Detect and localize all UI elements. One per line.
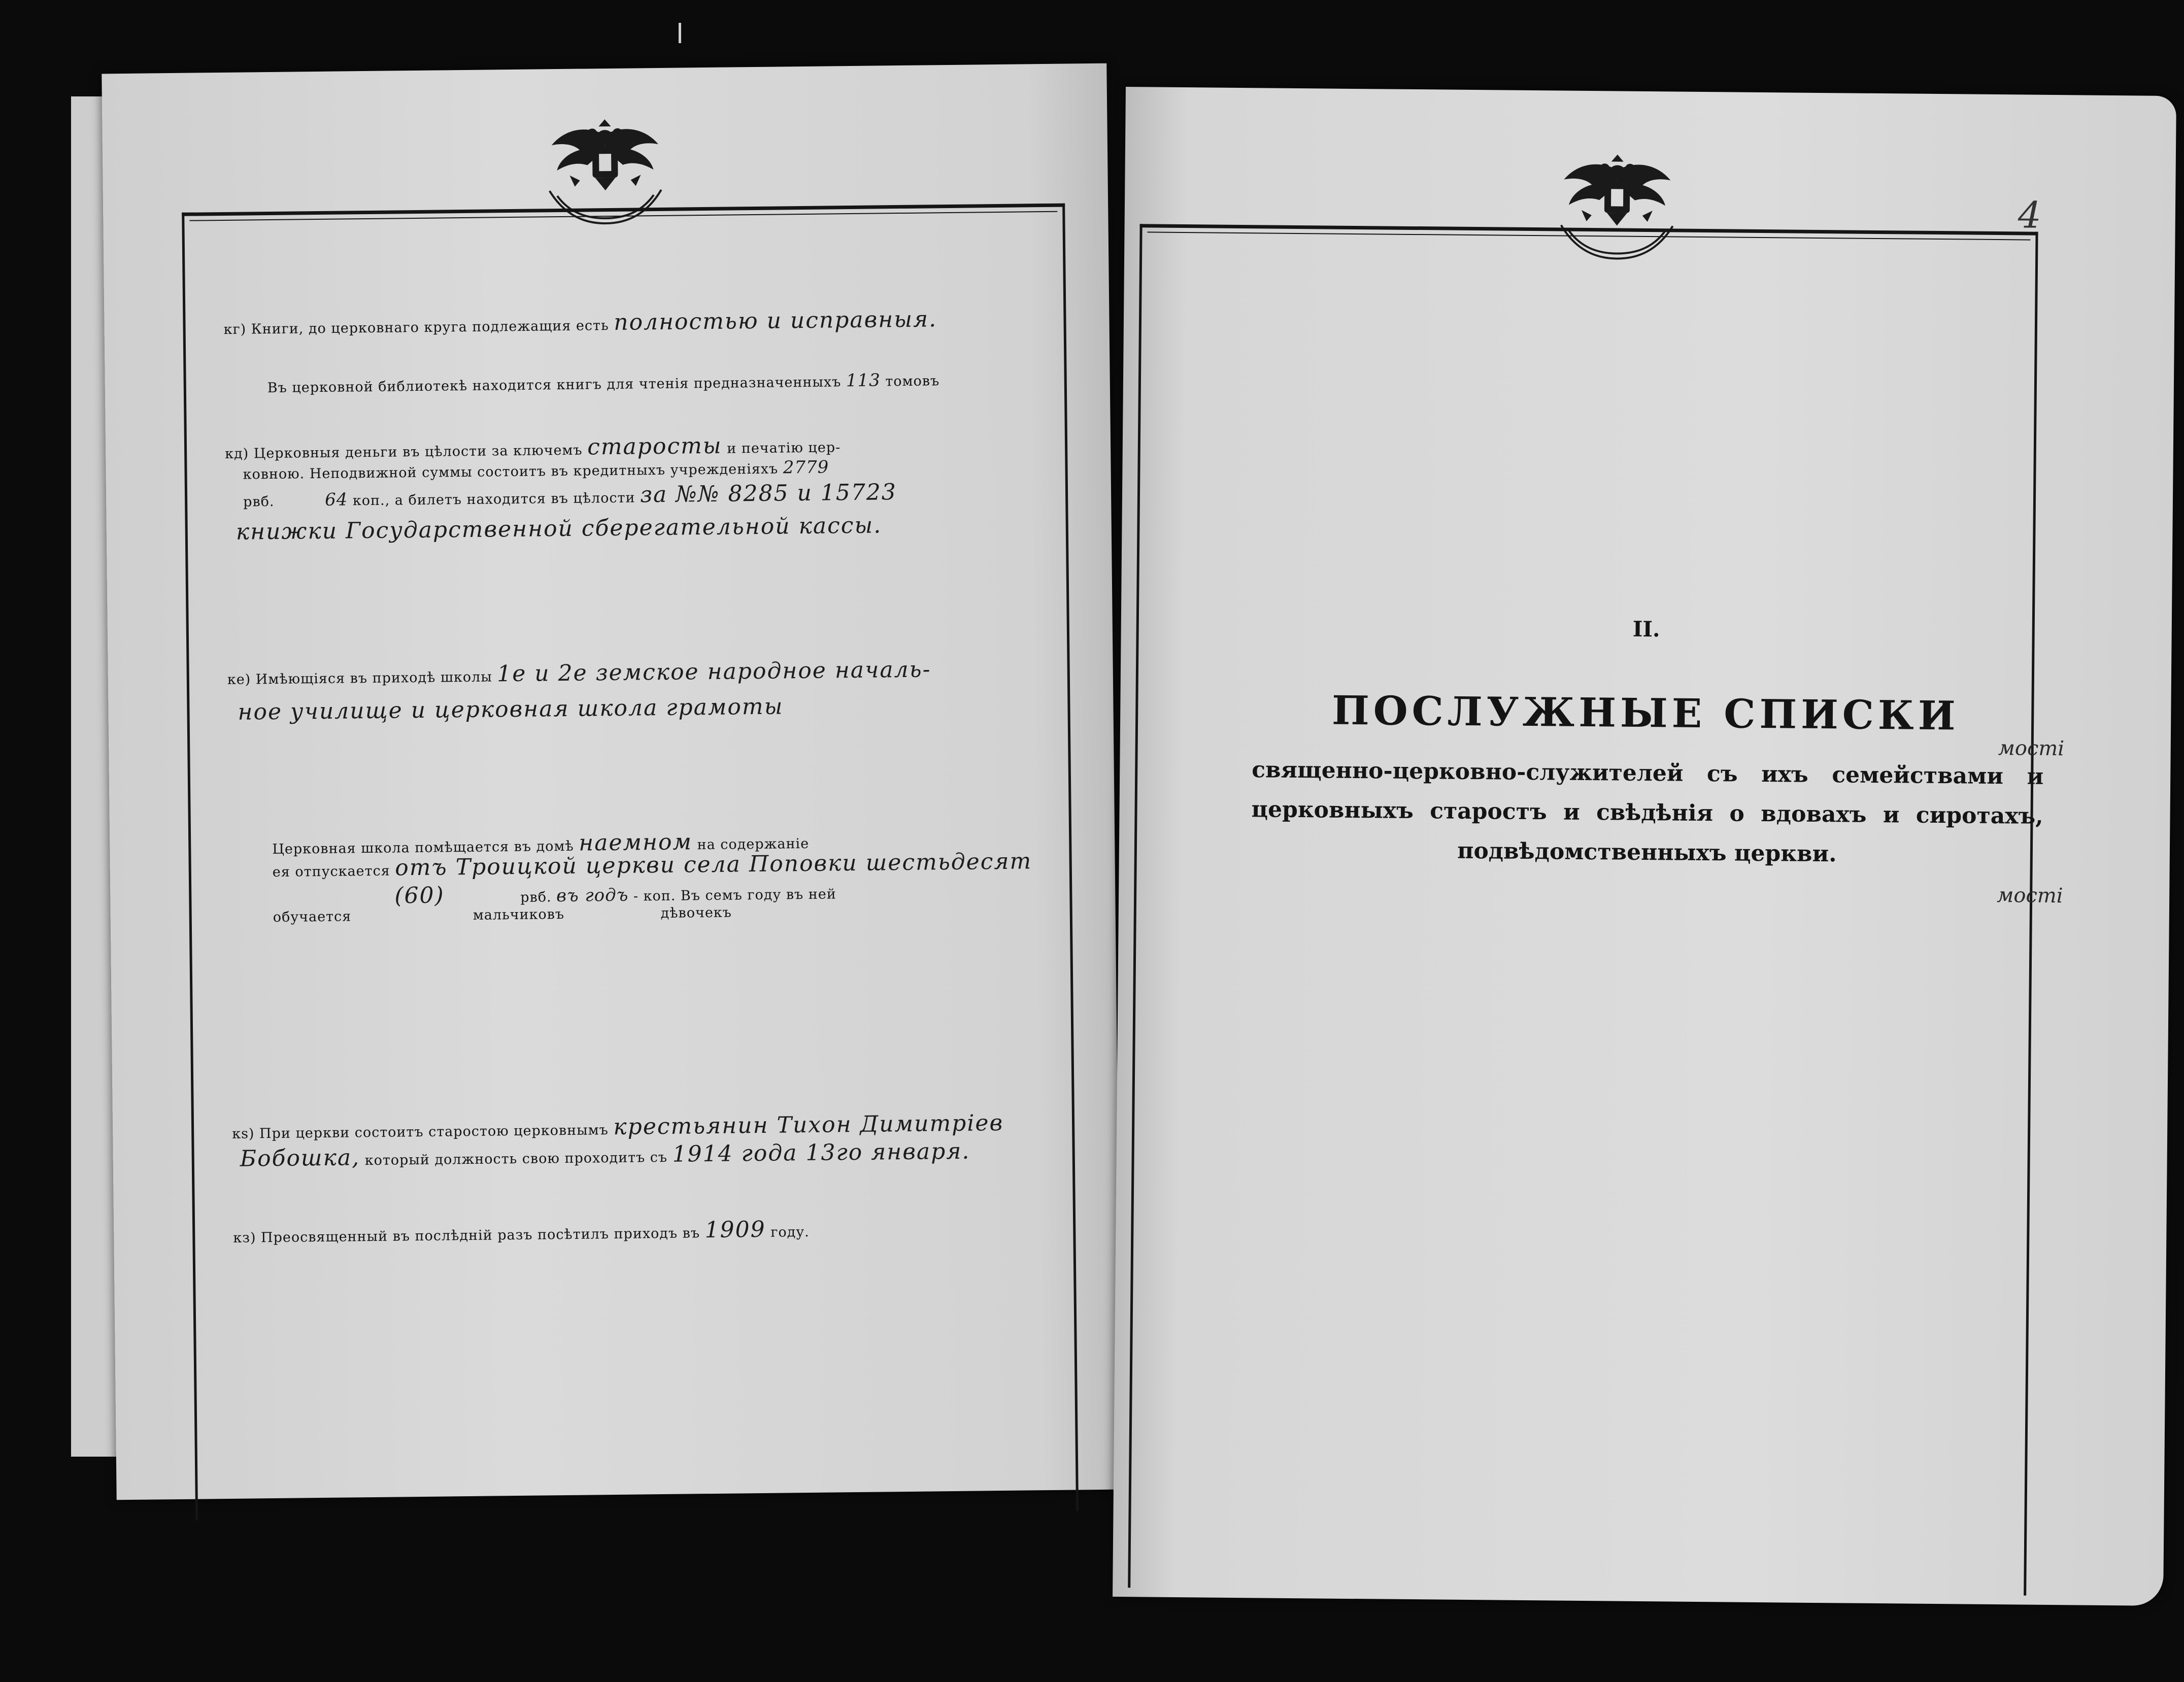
- item-kz3-suffix: году.: [770, 1224, 810, 1240]
- section-number: II.: [1632, 616, 1660, 642]
- item-kd-savings-book: книжки Государственной сберегательной кассы.: [236, 512, 882, 545]
- section-title: ПОСЛУЖНЫЕ СПИСКИ: [1331, 687, 1960, 739]
- item-kd-kop-value: 64: [324, 489, 348, 510]
- school-line3: [394, 878, 836, 909]
- item-kg-handwriting: полностью и исправныя.: [613, 306, 937, 335]
- margin-note-2: мості: [1996, 884, 2063, 908]
- school-text1: Церковная школа помѣщается въ домѣ: [272, 838, 574, 858]
- item-kd-ticket-numbers: за №№ 8285 и 15723: [640, 479, 897, 508]
- item-kz-date: 1914 года 13го января.: [672, 1138, 970, 1167]
- margin-note-1: мості: [1998, 736, 2065, 761]
- library-volumes-count: 113: [846, 370, 881, 391]
- section-subtitle: священно-церковно-служителей съ ихъ семействами и церковныхъ старостъ и свѣдѣнія о вдовахъ и сиротахъ, подвѣдомственныхъ церкви.: [1251, 757, 2044, 867]
- item-kz-elder-name: крестьянин Тихон Димитріев: [613, 1109, 1004, 1140]
- item-kz-text1: кѕ) При церкви состоитъ старостою церковнымъ: [232, 1122, 609, 1142]
- item-kd-suffix1: и печатію цер-: [727, 440, 841, 457]
- top-mark: [679, 23, 681, 43]
- school-rub: рвб.: [520, 889, 552, 905]
- item-kd-handwriting1: старосты: [587, 432, 722, 460]
- right-page-frame: [1128, 224, 2038, 1595]
- school-funding-handwriting: отъ Троицкой церкви села Поповки шестьдесят: [394, 848, 1032, 881]
- library-text: Въ церковной библиотекѣ находится книгъ для чтенія предназначенныхъ: [267, 374, 842, 396]
- school-text3: - коп. Въ семъ году въ ней: [633, 886, 836, 904]
- item-kz-elder-surname: Бобошка,: [240, 1145, 360, 1172]
- item-kz3-text: кз) Преосвященный въ послѣдній разъ посѣтилъ приходъ въ: [233, 1225, 700, 1246]
- item-kz3-year: 1909: [704, 1216, 766, 1243]
- school-boys: мальчиковъ: [473, 906, 565, 923]
- item-kd-rub: рвб.: [243, 493, 275, 510]
- school-students: обучается: [273, 909, 352, 926]
- left-page: [102, 63, 1121, 1500]
- school-per-year: въ годъ: [556, 885, 629, 906]
- school-girls: дѣвочекъ: [660, 904, 732, 922]
- school-amount: (60): [394, 882, 445, 909]
- right-page: [1113, 87, 2176, 1606]
- school-building-handwriting: наемном: [579, 829, 693, 856]
- item-ke-handwriting1: 1е и 2е земское народное началь-: [496, 656, 931, 687]
- item-kd-text2: ковною. Неподвижной суммы состоитъ въ кредитныхъ учрежденіяхъ: [243, 461, 779, 483]
- page-number: 4: [2018, 193, 2042, 237]
- school-suffix1: на содержаніе: [697, 835, 810, 853]
- item-kd-text1: кд) Церковныя деньги въ цѣлости за ключемъ: [225, 442, 583, 462]
- item-kd-text3: коп., а билетъ находится въ цѣлости: [352, 490, 635, 509]
- school-text2: ея отпускается: [272, 863, 390, 881]
- item-ke-handwriting2: ное училище и церковная школа грамоты: [238, 693, 784, 725]
- item-kz-text2: который должность свою проходитъ съ: [364, 1149, 668, 1169]
- item-ke-text: ке) Имѣющіяся въ приходѣ школы: [227, 669, 492, 688]
- item-kd-sum: 2779: [783, 457, 829, 478]
- library-suffix: томовъ: [885, 373, 940, 390]
- item-kg-text: кг) Книги, до церковнаго круга подлежащия есть: [223, 318, 609, 338]
